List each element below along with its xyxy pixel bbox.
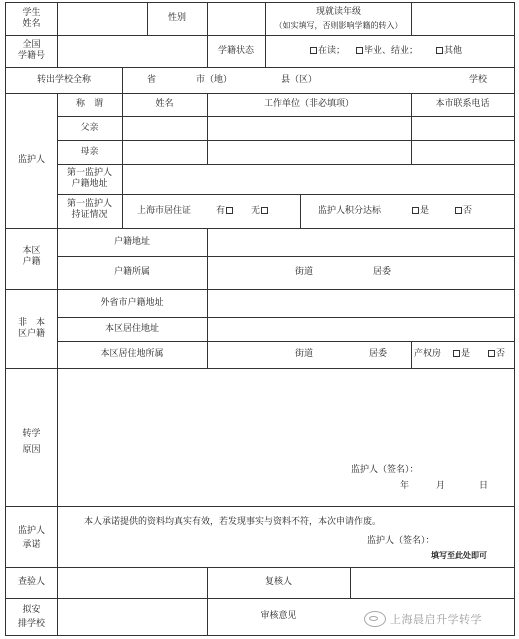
chat-logo-icon	[364, 611, 386, 627]
reason-year-label: 年	[400, 481, 410, 491]
residence-permit-label: 上海市居住证	[137, 206, 192, 216]
local-hukou-section-label: 本区 户籍	[22, 246, 41, 267]
points-option-yes[interactable]: 是	[412, 206, 429, 217]
reviewer-label: 复核人	[264, 577, 292, 587]
checkbox-icon	[226, 207, 233, 214]
school-suffix: 学校	[469, 75, 488, 85]
status-option-enrolled[interactable]: 在读；	[310, 46, 345, 57]
col-phone-header: 本市联系电话	[435, 99, 490, 109]
property-option-yes[interactable]: 是	[453, 349, 470, 360]
hukou-address-label: 户籍地址	[113, 237, 150, 247]
checkbox-icon	[412, 207, 419, 214]
col-name-header: 姓名	[155, 99, 174, 109]
nonlocal-street-suffix: 街道	[295, 349, 314, 359]
outgoing-school-label: 转出学校全称	[36, 75, 91, 85]
local-residence-belong-label: 本区居住地所属	[100, 349, 164, 359]
province-suffix: 省	[147, 75, 157, 85]
national-student-id-label: 全国 学籍号	[17, 40, 45, 61]
nonlocal-committee-suffix: 居委	[369, 349, 388, 359]
points-qualified-label: 监护人积分达标	[318, 206, 382, 216]
transfer-reason-label: 转学 原因	[22, 429, 41, 455]
other-province-address-label: 外省市户籍地址	[100, 298, 164, 308]
account-watermark	[364, 611, 482, 627]
reason-guardian-signature-label: 监护人（签名）：	[351, 465, 419, 475]
checkbox-icon	[436, 47, 443, 54]
permit-option-none[interactable]: 无	[251, 206, 269, 217]
grade-note: （如实填写，否则影响学籍的转入）	[274, 21, 403, 30]
status-option-graduated[interactable]: 毕业、结业；	[356, 46, 418, 57]
checkbox-icon	[453, 350, 460, 357]
fill-to-here-note: 填写至此处即可	[431, 551, 487, 560]
points-option-no[interactable]: 否	[455, 206, 472, 217]
reason-month-label: 月	[436, 481, 446, 491]
checkbox-icon	[261, 207, 268, 214]
father-label: 父亲	[80, 123, 99, 133]
checkbox-icon	[455, 207, 462, 214]
property-house-label: 产权房	[414, 349, 442, 359]
hukou-belong-label: 户籍所属	[113, 267, 150, 277]
local-residence-address-label: 本区居住地址	[104, 324, 159, 334]
reason-day-label: 日	[479, 481, 489, 491]
first-guardian-cert-label: 第一监护人 持证情况	[66, 199, 112, 220]
local-street-suffix: 街道	[295, 267, 314, 277]
guardian-commitment-label: 监护人 承诺	[17, 526, 45, 550]
student-name-label: 学生 姓名	[22, 8, 41, 29]
col-title-header: 称 谓	[75, 99, 103, 109]
checkbox-icon	[356, 47, 363, 54]
checkbox-icon	[310, 47, 317, 54]
status-option-other[interactable]: 其他	[436, 46, 462, 57]
city-suffix: 市（地）	[196, 75, 233, 85]
commit-guardian-signature-label: 监护人（签名）：	[367, 536, 435, 546]
target-school-label: 拟安 排学校	[17, 605, 45, 629]
checker-label: 查验人	[17, 577, 45, 587]
enrollment-status-label: 学籍状态	[217, 46, 254, 56]
mother-label: 母亲	[80, 147, 99, 157]
current-grade-label: 现就读年级	[315, 7, 361, 17]
county-suffix: 县（区）	[281, 75, 318, 85]
gender-label: 性别	[167, 13, 186, 23]
first-guardian-hukou-label: 第一监护人 户籍地址	[66, 168, 112, 189]
watermark-text: 上海晨启升学转学	[390, 613, 482, 626]
review-opinion-label: 审核意见	[260, 611, 297, 621]
commitment-statement: 本人承诺提供的资料均真实有效，若发现事实与资料不符，本次申请作废。	[84, 517, 382, 527]
checkbox-icon	[488, 350, 495, 357]
property-option-no[interactable]: 否	[488, 349, 505, 360]
local-committee-suffix: 居委	[373, 267, 392, 277]
col-workplace-header: 工作单位（非必填项）	[263, 99, 354, 109]
permit-option-have[interactable]: 有	[216, 206, 234, 217]
nonlocal-hukou-section-label: 非 本 区户籍	[17, 318, 45, 339]
guardian-section-label: 监护人	[17, 155, 45, 165]
